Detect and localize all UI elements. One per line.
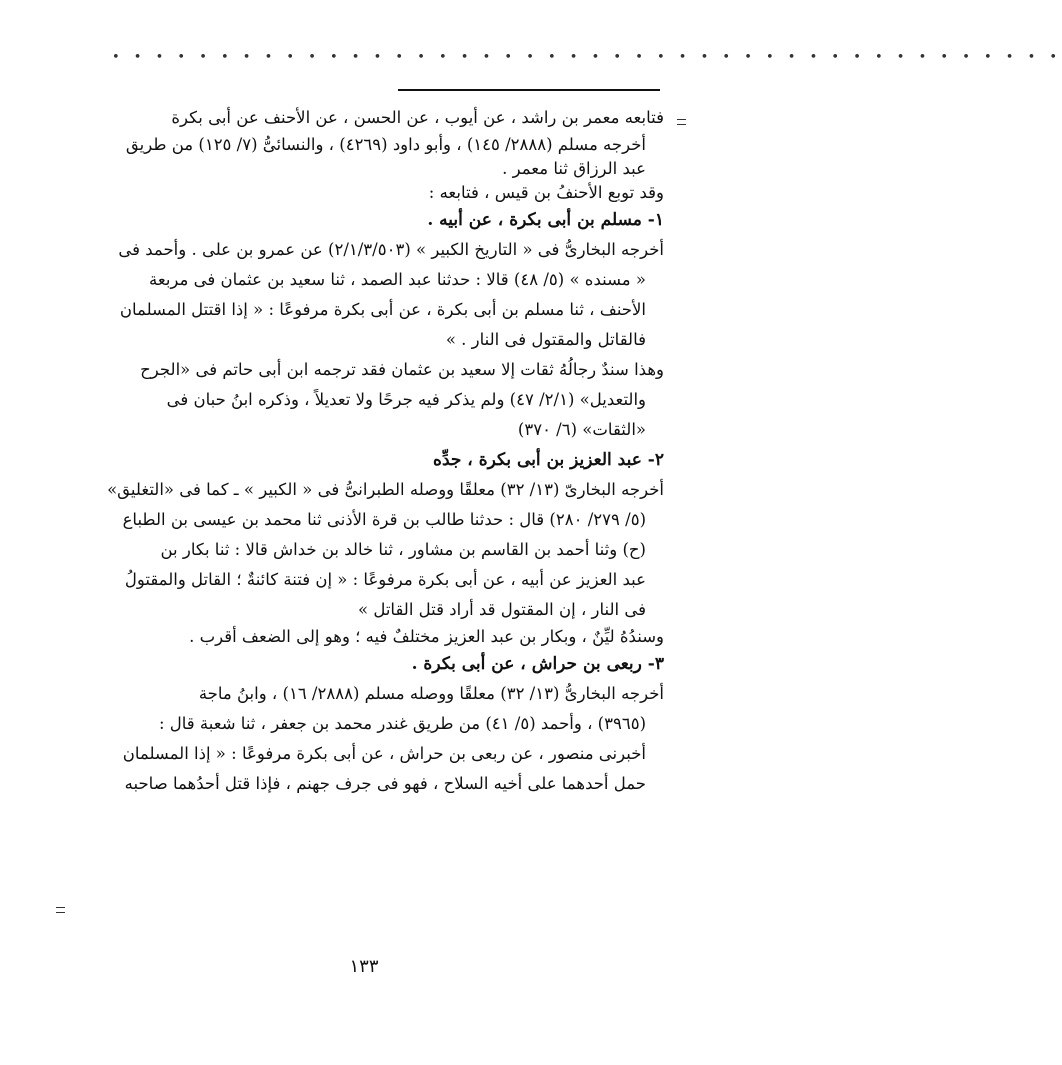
header-rule [398,89,660,91]
section-heading: ٣- ربعى بن حراش ، عن أبى بكرة . [411,654,664,674]
text-line: «الثقات» (٦/ ٣٧٠) [517,420,646,439]
text-line: الأحنف ، ثنا مسلم بن أبى بكرة ، عن أبى بكرة مرفوعًا : « إذا اقتتل المسلمان [119,300,646,319]
text-line: (ح) وثنا أحمد بن القاسم بن مشاور ، ثنا خالد بن خداش قالا : ثنا بكار بن [160,540,646,559]
margin-mark-top [677,119,686,125]
text-line: أخرجه مسلم (٢٨٨٨/ ١٤٥) ، وأبو داود (٤٢٦٩) ، والنسائىُّ (٧/ ١٢٥) من طريق [125,135,646,154]
text-line: « مسنده » (٥/ ٤٨) قالا : حدثنا عبد الصمد ، ثنا سعيد بن عثمان فى مربعة [149,270,646,289]
text-line: أخبرنى منصور ، عن ربعى بن حراش ، عن أبى بكرة مرفوعًا : « إذا المسلمان [122,744,646,763]
text-line: وقد توبع الأحنفُ بن قيس ، فتابعه : [428,183,664,202]
dotted-header-rule: • • • • • • • • • • • • • • • • • • • • • • • • • • • • • • • • • • • • • • • • • • • • [112,50,1062,65]
text-line: أخرجه البخارىّ (١٣/ ٣٢) معلقًا ووصله الطبرانىُّ فى « الكبير » ـ كما فى «التغليق» [107,480,664,499]
text-line: (٣٩٦٥) ، وأحمد (٥/ ٤١) من طريق غندر محمد بن جعفر ، ثنا شعبة قال : [158,714,646,733]
text-line: أخرجه البخارىُّ فى « التاريخ الكبير » (٢/١/٣/٥٠٣) عن عمرو بن على . وأحمد فى [118,240,664,259]
text-line: (٥/ ٢٧٩/ ٢٨٠) قال : حدثنا طالب بن قرة الأذنى ثنا محمد بن عيسى بن الطباع [122,510,646,529]
page-number: ١٣٣ [349,956,379,977]
text-line: وهذا سندٌ رجالُهُ ثقات إلا سعيد بن عثمان فقد ترجمه ابن أبى حاتم فى «الجرح [140,360,664,379]
text-line: حمل أحدهما على أخيه السلاح ، فهو فى جرف جهنم ، فإذا قتل أحدُهما صاحبه [124,774,646,793]
text-line: فتابعه معمر بن راشد ، عن أيوب ، عن الحسن ، عن الأحنف عن أبى بكرة [171,108,664,127]
text-line: والتعديل» (٢/١/ ٤٧) ولم يذكر فيه جرحًا ولا تعديلاً ، وذكره ابنُ حبان فى [166,390,646,409]
page-body [78,103,664,799]
text-line: أخرجه البخارىُّ (١٣/ ٣٢) معلقًا ووصله مسلم (٢٨٨٨/ ١٦) ، وابنُ ماجة [198,684,664,703]
text-line: عبد العزيز عن أبيه ، عن أبى بكرة مرفوعًا : « إن فتنة كائنةٌ ؛ القاتل والمقتولُ [124,570,646,589]
text-line: عبد الرزاق ثنا معمر . [502,159,646,178]
text-line: فالقاتل والمقتول فى النار . » [445,330,646,349]
text-line: وسندُهُ ليِّنٌ ، وبكار بن عبد العزيز مختلفٌ فيه ؛ وهو إلى الضعف أقرب . [189,627,664,646]
section-heading: ٢- عبد العزيز بن أبى بكرة ، جدِّه [433,450,664,470]
text-line: فى النار ، إن المقتول قد أراد قتل القاتل » [357,600,646,619]
section-heading: ١- مسلم بن أبى بكرة ، عن أبيه . [427,210,664,230]
margin-mark-bottom [56,907,65,913]
